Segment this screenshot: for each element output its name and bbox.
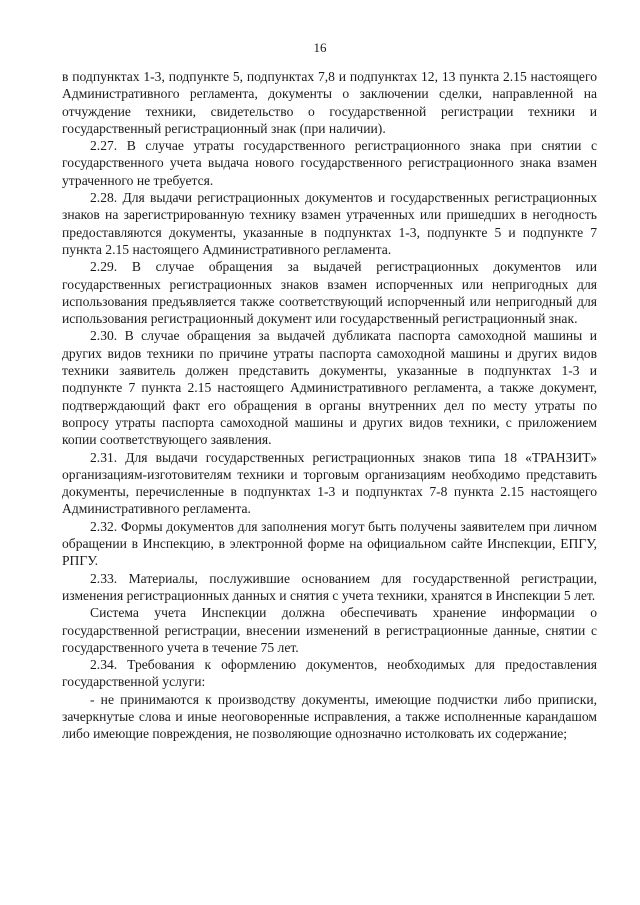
paragraph-2-32: 2.32. Формы документов для заполнения могут быть получены заявителем при личном обращении в Инспекцию, в электронной форме на официальном сайте Инспекции, ЕПГУ, РПГУ.	[62, 518, 597, 569]
paragraph-2-28: 2.28. Для выдачи регистрационных документов и государственных регистрационных знаков на зарегистрированную технику взамен утраченных или пришедших в негодность предоставляются документы, указанные в подпунктах 1-3, подпункте 5 и подпункте 7 пункта 2.15 настоящего Административного регламента.	[62, 190, 597, 257]
paragraph-2-33: 2.33. Материалы, послужившие основанием для государственной регистрации, изменения регистрационных данных и снятия с учета техники, хранятся в Инспекции 5 лет.	[62, 570, 597, 603]
paragraph-2-29: 2.29. В случае обращения за выдачей регистрационных документов или государственных регистрационных знаков взамен испорченных или непригодных для использования предъявляется также соответствующий испорченный или непригодный для использования регистрационный документ или государственный регистрационный знак.	[62, 259, 597, 327]
paragraph-2-31: 2.31. Для выдачи государственных регистрационных знаков типа 18 «ТРАНЗИТ» организациям-изготовителям техники и торговым организациям необходимо представить документы, перечисленные в подпунктах 1-3 и подпунктах 7-8 пункта 2.15 настоящего Административного регламента.	[62, 449, 597, 517]
paragraph-storage-system: Система учета Инспекции должна обеспечивать хранение информации о государственной регистрации, внесении изменений в регистрационные данные, снятии с государственного учета в течение 75 лет.	[62, 605, 597, 655]
paragraph-2-34: 2.34. Требования к оформлению документов, необходимых для предоставления государственной услуги:	[62, 657, 597, 690]
document-body	[62, 68, 597, 743]
list-item-requirement: - не принимаются к производству документы, имеющие подчистки либо приписки, зачеркнутые слова и иные неоговоренные исправления, а также исполненные карандашом либо имеющие повреждения, не позволяющие однозначно истолковать их содержание;	[62, 691, 597, 742]
paragraph-2-30: 2.30. В случае обращения за выдачей дубликата паспорта самоходной машины и других видов техники по причине утраты паспорта самоходной машины и других видов техники заявитель должен представить документы, указанные в подпунктах 1-3 и подпункте 7 пункта 2.15 настоящего Административного регламента, а также документ, подтверждающий факт его обращения в органы внутренних дел по месту утраты по вопросу утраты паспорта самоходной машины и других видов техники, с приложением копии соответствующего заявления.	[62, 328, 597, 448]
page-number: 16	[313, 40, 327, 55]
paragraph-2-27: 2.27. В случае утраты государственного регистрационного знака при снятии с государственного учета выдача нового государственного регистрационного знака взамен утраченного не требуется.	[62, 138, 597, 188]
paragraph-continuation: в подпунктах 1-3, подпункте 5, подпунктах 7,8 и подпунктах 12, 13 пункта 2.15 настоящего Административного регламента, документы о заключении сделки, направленной на отчуждение техники, свидетельство о государственной регистрации техники и государственный регистрационный знак (при наличии).	[62, 69, 597, 136]
